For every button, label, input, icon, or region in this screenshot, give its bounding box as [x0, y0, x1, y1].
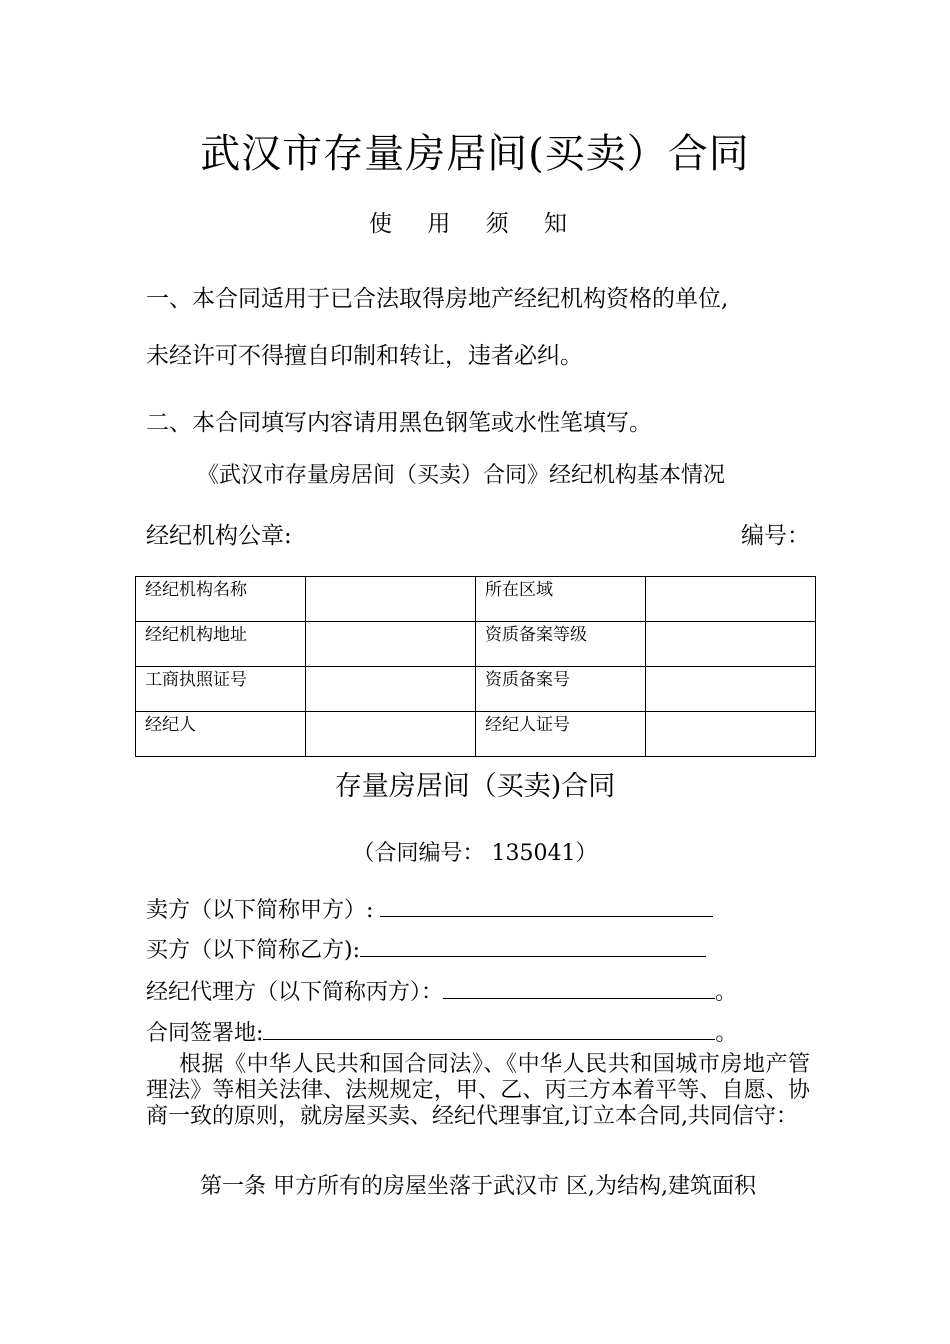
- buyer-label: 买方（以下简称乙方):: [146, 938, 360, 963]
- sign-place-row: [146, 1016, 737, 1047]
- region-label: 所在区域: [476, 577, 646, 622]
- document-title: 武汉市存量房居间(买卖）合同: [200, 131, 750, 177]
- qualification-level-label: 资质备案等级: [476, 622, 646, 667]
- table-row: [136, 667, 816, 712]
- broker-cert-value[interactable]: [646, 712, 816, 757]
- agent-row: [146, 975, 737, 1006]
- sign-place-period: 。: [715, 1021, 738, 1046]
- contract-title: 存量房居间（买卖)合同: [334, 771, 616, 802]
- preamble-paragraph: 根据《中华人民共和国合同法》、《中华人民共和国城市房地产管理法》等相关法律、法规规定，甲、乙、丙三方本着平等、自愿、协商一致的原则，就房屋买卖、经纪代理事宜,订立本合同,共同信守：: [146, 1052, 810, 1129]
- qualification-number-label: 资质备案号: [476, 667, 646, 712]
- broker-value[interactable]: [306, 712, 476, 757]
- seller-blank[interactable]: [380, 896, 713, 917]
- agency-info-heading: 《武汉市存量房居间（买卖）合同》经纪机构基本情况: [197, 463, 726, 488]
- agent-period: 。: [715, 980, 738, 1005]
- agency-address-value[interactable]: [306, 622, 476, 667]
- table-row: [136, 712, 816, 757]
- agency-address-label: 经纪机构地址: [136, 622, 306, 667]
- buyer-blank[interactable]: [360, 936, 706, 957]
- usage-notice-title: 使 用 须 知: [369, 211, 581, 237]
- notice-item-2: 二、本合同填写内容请用黑色钢笔或水性笔填写。: [146, 410, 652, 436]
- business-license-label: 工商执照证号: [136, 667, 306, 712]
- contract-number: （合同编号： 135041）: [352, 841, 598, 866]
- agency-info-table: [135, 576, 816, 757]
- agent-label: 经纪代理方（以下简称丙方）：: [146, 980, 444, 1005]
- notice-item-1-line-1: 一、本合同适用于已合法取得房地产经纪机构资格的单位,: [146, 286, 729, 312]
- article-1: 第一条 甲方所有的房屋坐落于武汉市 区,为结构,建筑面积: [200, 1174, 756, 1199]
- agency-seal-label: 经纪机构公章:: [146, 523, 292, 549]
- qualification-number-value[interactable]: [646, 667, 816, 712]
- sign-place-blank[interactable]: [263, 1019, 715, 1040]
- buyer-row: [146, 933, 706, 964]
- notice-item-1-line-2: 未经许可不得擅自印制和转让，违者必纠。: [146, 343, 583, 369]
- agency-name-label: 经纪机构名称: [136, 577, 306, 622]
- sign-place-label: 合同签署地:: [146, 1021, 264, 1046]
- seal-number-row: [146, 517, 810, 550]
- business-license-value[interactable]: [306, 667, 476, 712]
- agency-name-value[interactable]: [306, 577, 476, 622]
- broker-label: 经纪人: [136, 712, 306, 757]
- table-row: [136, 577, 816, 622]
- agent-blank[interactable]: [443, 978, 715, 999]
- qualification-level-value[interactable]: [646, 622, 816, 667]
- table-row: [136, 622, 816, 667]
- broker-cert-label: 经纪人证号: [476, 712, 646, 757]
- seller-label: 卖方（以下简称甲方）:: [146, 898, 381, 923]
- number-label: 编号：: [741, 523, 810, 549]
- region-value[interactable]: [646, 577, 816, 622]
- seller-row: [146, 893, 713, 924]
